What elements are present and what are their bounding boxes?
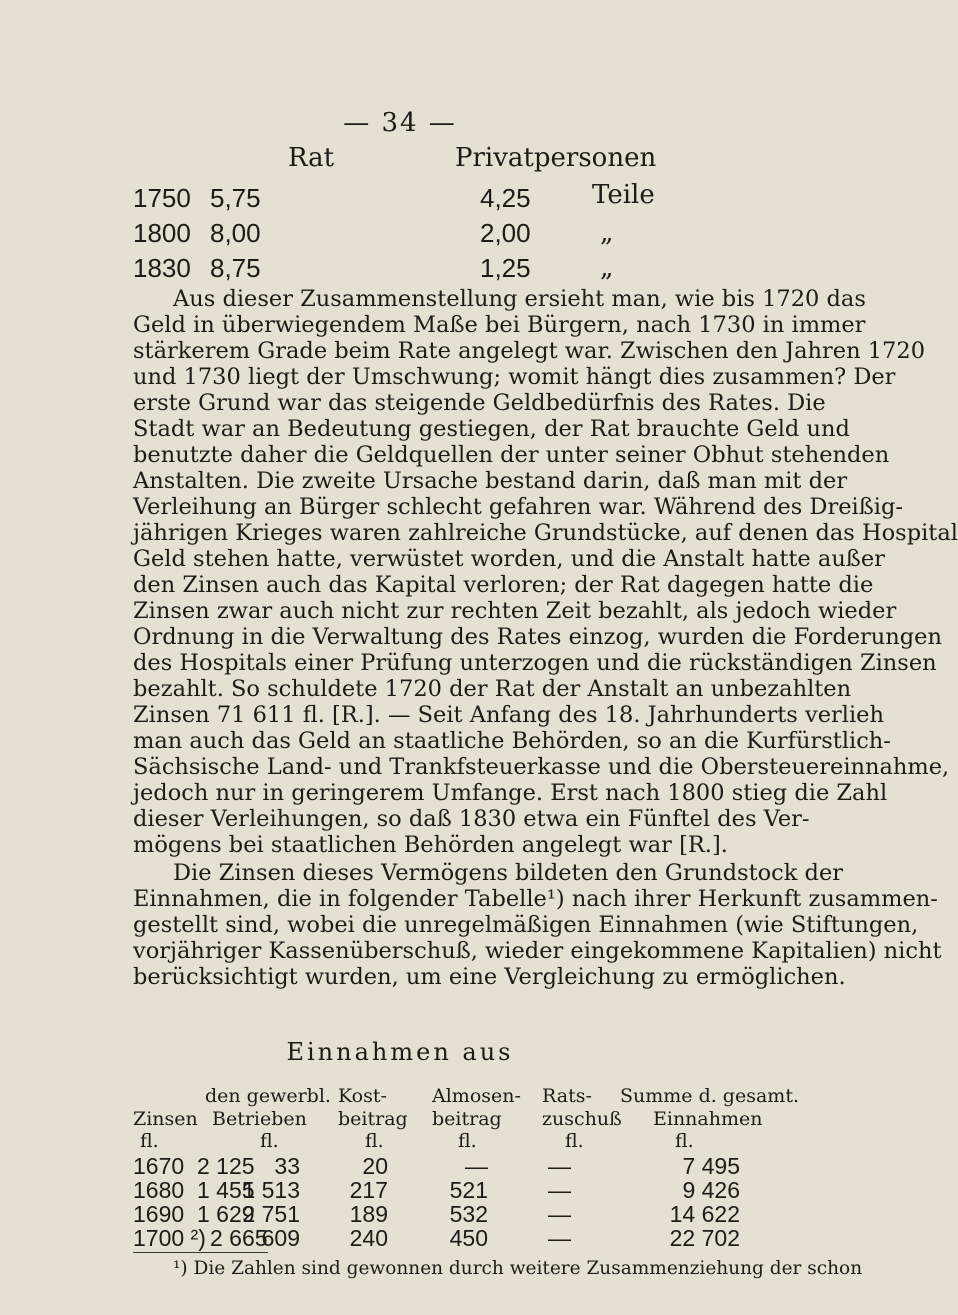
text-line: Anstalten. Die zweite Ursache bestand darin, daß man mit der [133, 468, 848, 494]
text-line: und 1730 liegt der Umschwung; womit hängt dies zusammen? Der [133, 364, 896, 390]
text-line: berücksichtigt wurden, um eine Vergleichung zu ermöglichen. [133, 964, 846, 990]
text-line: Die Zinsen dieses Vermögens bildeten den Grundstock der [173, 860, 844, 886]
text-line: Einnahmen, die in folgender Tabelle¹) nach ihrer Herkunft zusammen- [133, 886, 938, 912]
col-head-summe: Einnahmen [653, 1108, 763, 1130]
unit-label: fl. [675, 1130, 694, 1152]
col-head-kost: beitrag [338, 1108, 408, 1130]
text-line: Stadt war an Bedeutung gestiegen, der Rat brauchte Geld und [133, 416, 850, 442]
text-line: jährigen Krieges waren zahlreiche Grundstücke, auf denen das Hospital [133, 520, 958, 546]
top-row-unit: „ [600, 218, 614, 248]
col-head-gewerbl: den gewerbl. [205, 1085, 331, 1107]
text-line: vorjähriger Kassenüberschuß, wieder eingekommene Kapitalien) nicht [133, 938, 942, 964]
top-row-year: 1830 [133, 253, 191, 283]
paragraph-2 [133, 860, 942, 990]
text-line: Zinsen zwar auch nicht zur rechten Zeit bezahlt, als jedoch wieder [133, 598, 897, 624]
top-row-unit: Teile [592, 180, 655, 210]
text-line: Geld stehen hatte, verwüstet worden, und die Anstalt hatte außer [133, 546, 885, 572]
top-row-private: 4,25 [480, 183, 531, 213]
text-line: man auch das Geld an staatliche Behörden, so an die Kurfürstlich- [133, 728, 891, 754]
text-line: den Zinsen auch das Kapital verloren; der Rat dagegen hatte die [133, 572, 874, 598]
text-line: stärkerem Grade beim Rate angelegt war. Zwischen den Jahren 1720 [133, 338, 926, 364]
page-number: — 34 — [343, 108, 457, 138]
text-line: Verleihung an Bürger schlecht gefahren war. Während des Dreißig- [133, 494, 903, 520]
text-line: benutzte daher die Geldquellen der unter seiner Obhut stehenden [133, 442, 890, 468]
text-line: Ordnung in die Verwaltung des Rates einzog, wurden die Forderungen [133, 624, 942, 650]
row-kost: 189 [349, 1201, 388, 1227]
row-gewerbl: 2 751 [242, 1201, 300, 1227]
row-gewerbl: 609 [261, 1225, 300, 1251]
table-caption: Einnahmen aus [286, 1038, 514, 1066]
unit-label: fl. [140, 1130, 159, 1152]
top-row-private: 1,25 [480, 253, 531, 283]
text-line: mögens bei staatlichen Behörden angelegt war [R.]. [133, 832, 728, 858]
row-rats: — [548, 1201, 571, 1227]
text-line: dieser Verleihungen, so daß 1830 etwa ein Fünftel des Ver- [133, 806, 810, 832]
row-kost: 217 [349, 1177, 388, 1203]
unit-label: fl. [458, 1130, 477, 1152]
col-head-zinsen: Zinsen [133, 1108, 198, 1130]
footnote-rule [133, 1252, 268, 1253]
text-line: erste Grund war das steigende Geldbedürfnis des Rates. Die [133, 390, 826, 416]
text-line: gestellt sind, wobei die unregelmäßigen Einnahmen (wie Stiftungen, [133, 912, 919, 938]
top-row-private: 2,00 [480, 218, 531, 248]
text-line: bezahlt. So schuldete 1720 der Rat der Anstalt an unbezahlten [133, 676, 852, 702]
col-head-rats: Rats- [542, 1085, 592, 1107]
unit-label: fl. [365, 1130, 384, 1152]
top-row-year: 1800 [133, 218, 191, 248]
col-head-almosen: Almosen- [432, 1085, 521, 1107]
row-year: 1690 [133, 1201, 185, 1227]
top-row-year: 1750 [133, 183, 191, 213]
text-line: des Hospitals einer Prüfung unterzogen und die rückständigen Zinsen [133, 650, 937, 676]
row-rats: — [548, 1153, 571, 1179]
header-rat: Rat [288, 143, 335, 173]
row-year: 1680 [133, 1177, 185, 1203]
row-summe: 22 702 [669, 1225, 740, 1251]
text-line: Sächsische Land- und Trankfsteuerkasse und die Obersteuereinnahme, [133, 754, 950, 780]
top-row-rat: 8,75 [210, 253, 261, 283]
top-row-rat: 8,00 [210, 218, 261, 248]
col-head-kost: Kost- [338, 1085, 387, 1107]
paragraph-1 [133, 286, 958, 858]
row-summe: 14 622 [669, 1201, 740, 1227]
row-kost: 240 [349, 1225, 388, 1251]
col-head-summe: Summe d. gesamt. [620, 1085, 799, 1107]
row-almosen: 521 [449, 1177, 488, 1203]
row-zinsen: 2 665 [210, 1225, 268, 1251]
col-head-gewerbl: Betrieben [212, 1108, 307, 1130]
row-rats: — [548, 1225, 571, 1251]
row-zinsen: 1 629 [197, 1201, 255, 1227]
row-year: 1670 [133, 1153, 185, 1179]
row-summe: 7 495 [682, 1153, 740, 1179]
row-gewerbl: 1 513 [242, 1177, 300, 1203]
row-rats: — [548, 1177, 571, 1203]
col-head-almosen: beitrag [432, 1108, 502, 1130]
top-row-rat: 5,75 [210, 183, 261, 213]
unit-label: fl. [565, 1130, 584, 1152]
footnote-1 [133, 1257, 863, 1281]
text-line: Aus dieser Zusammenstellung ersieht man, wie bis 1720 das [173, 286, 866, 312]
unit-label: fl. [260, 1130, 279, 1152]
text-line: Zinsen 71 611 fl. [R.]. — Seit Anfang des 18. Jahrhunderts verlieh [133, 702, 884, 728]
col-head-rats: zuschuß [542, 1108, 622, 1130]
text-line: jedoch nur in geringerem Umfange. Erst nach 1800 stieg die Zahl [133, 780, 888, 806]
row-kost: 20 [362, 1153, 388, 1179]
row-zinsen: 2 125 [197, 1153, 255, 1179]
header-private: Privatpersonen [455, 143, 657, 173]
text-line: Geld in überwiegendem Maße bei Bürgern, nach 1730 in immer [133, 312, 866, 338]
top-row-unit: „ [600, 253, 614, 283]
row-almosen: — [465, 1153, 488, 1179]
row-year: 1700 ²) [133, 1225, 206, 1251]
row-almosen: 532 [449, 1201, 488, 1227]
row-gewerbl: 33 [274, 1153, 300, 1179]
row-almosen: 450 [449, 1225, 488, 1251]
row-summe: 9 426 [682, 1177, 740, 1203]
row-zinsen: 1 455 [197, 1177, 255, 1203]
footnote-line: ¹) Die Zahlen sind gewonnen durch weitere Zusammenziehung der schon [173, 1258, 863, 1279]
